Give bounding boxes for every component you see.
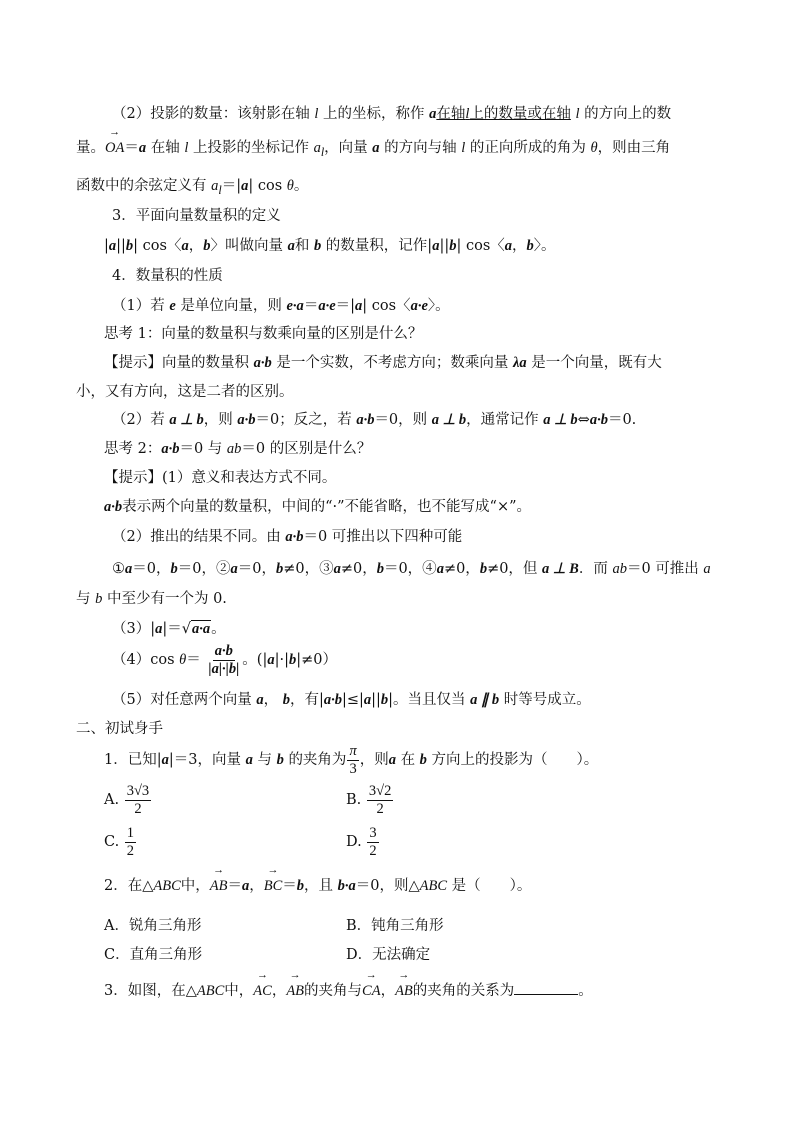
property-1: （1）若 e 是单位向量，则 e·a＝a·e＝|a| cos〈a·e〉。 [112,298,450,314]
hint-2-cases: ①a＝0，b＝0，②a＝0，b≠0，③a≠0，b＝0，④a≠0，b≠0，但 a ⊥ B．而 ab＝0 可推出 a [112,561,711,577]
heading-dot-product-properties: 4．数量积的性质 [112,268,223,284]
paragraph-dot-product-definition: |a||b| cos〈a，b〉叫做向量 a和 b 的数量积，记作|a||b| cos〈a，b〉。 [104,238,556,254]
paragraph-projection-coordinate: 量。→ OA＝a 在轴 l 上投影的坐标记作 $a_l$，向量 a 的方向与轴 l 的正向所成的角为 θ，则由三角 [76,138,670,162]
hint-1-line-1: 【提示】向量的数量积 a·b 是一个实数，不考虑方向；数乘向量 λa 是一个向量，既有大 [104,355,662,371]
hint-2-line-2: a·b表示两个向量的数量积，中间的“·”不能省略，也不能写成“×”。 [104,499,532,515]
property-2: （2）若 a ⊥ b，则 a·b＝0；反之，若 a·b＝0，则 a ⊥ b，通常记作 a ⊥ b⇔a·b＝0. [112,412,637,428]
q2-option-a[interactable]: A．锐角三角形 [104,918,202,934]
property-5: （5）对任意两个向量 a， b，有|a·b|≤|a||b|。当且仅当 a ∥ b 时等号成立。 [112,692,591,708]
question-2: 2．在△ABC中，→ AB＝a，→ BC＝b，且 b·a＝0，则△ABC 是（ ）。 [104,876,531,896]
q1-option-d[interactable]: D. $\frac{3}{2}$ [346,824,377,859]
q1-option-b[interactable]: B. $\frac{3√2}{2}$ [346,782,392,817]
hint-2-line-1: 【提示】(1）意义和表达方式不同。 [104,470,337,486]
cos-fraction: $\frac{a\cdot b}{|a|\cdot|b|}$ [208,642,240,677]
hint-2-line-3: （2）推出的结果不同。由 a·b＝0 可推出以下四种可能 [112,529,463,545]
hint-2-cases-end: 与 b 中至少有一个为 0. [76,591,227,607]
heading-dot-product-definition: 3．平面向量数量积的定义 [112,208,281,224]
answer-blank[interactable] [514,980,578,995]
q1-option-a[interactable]: A. $\frac{3√3}{2}$ [104,782,150,817]
q2-option-c[interactable]: C．直角三角形 [104,947,203,963]
question-1: 1．已知|a|＝3，向量 a 与 b 的夹角为 $\frac{\pi}{3}$ ，则a 在 b 方向上的投影为（ ）。 [104,742,599,777]
q2-option-d[interactable]: D．无法确定 [346,947,431,963]
paragraph-projection-quantity: （2）投影的数量：该射影在轴 l 上的坐标，称作 a在轴l上的数量或在轴 l 的方向上的数 [112,106,672,122]
paragraph-cosine-definition: 函数中的余弦定义有 $a_l=|a|$ cos θ。 [76,178,309,197]
q2-option-b[interactable]: B．钝角三角形 [346,918,444,934]
hint-1-line-2: 小，又有方向，这是二者的区别。 [76,384,294,400]
question-3: 3．如图，在△ABC中，→ AC，→ AB的夹角与→ CA，→ AB的夹角的关系为 。 [104,980,593,1001]
q1-option-c[interactable]: C. $\frac{1}{2}$ [104,824,135,859]
property-4: （4）cos θ＝ $\frac{a\cdot b}{|a|\cdot|b|}$ 。(|a|·|b|≠0） [112,642,337,677]
section-2-heading: 二、初试身手 [76,721,163,737]
think-2: 思考 2：a·b＝0 与 ab＝0 的区别是什么？ [104,441,372,457]
angle-fraction: $\frac{\pi}{3}$ [349,742,357,777]
think-1: 思考 1：向量的数量积与数乘向量的区别是什么？ [104,326,423,342]
property-3: （3）|a|＝√a·a。 [112,621,226,637]
